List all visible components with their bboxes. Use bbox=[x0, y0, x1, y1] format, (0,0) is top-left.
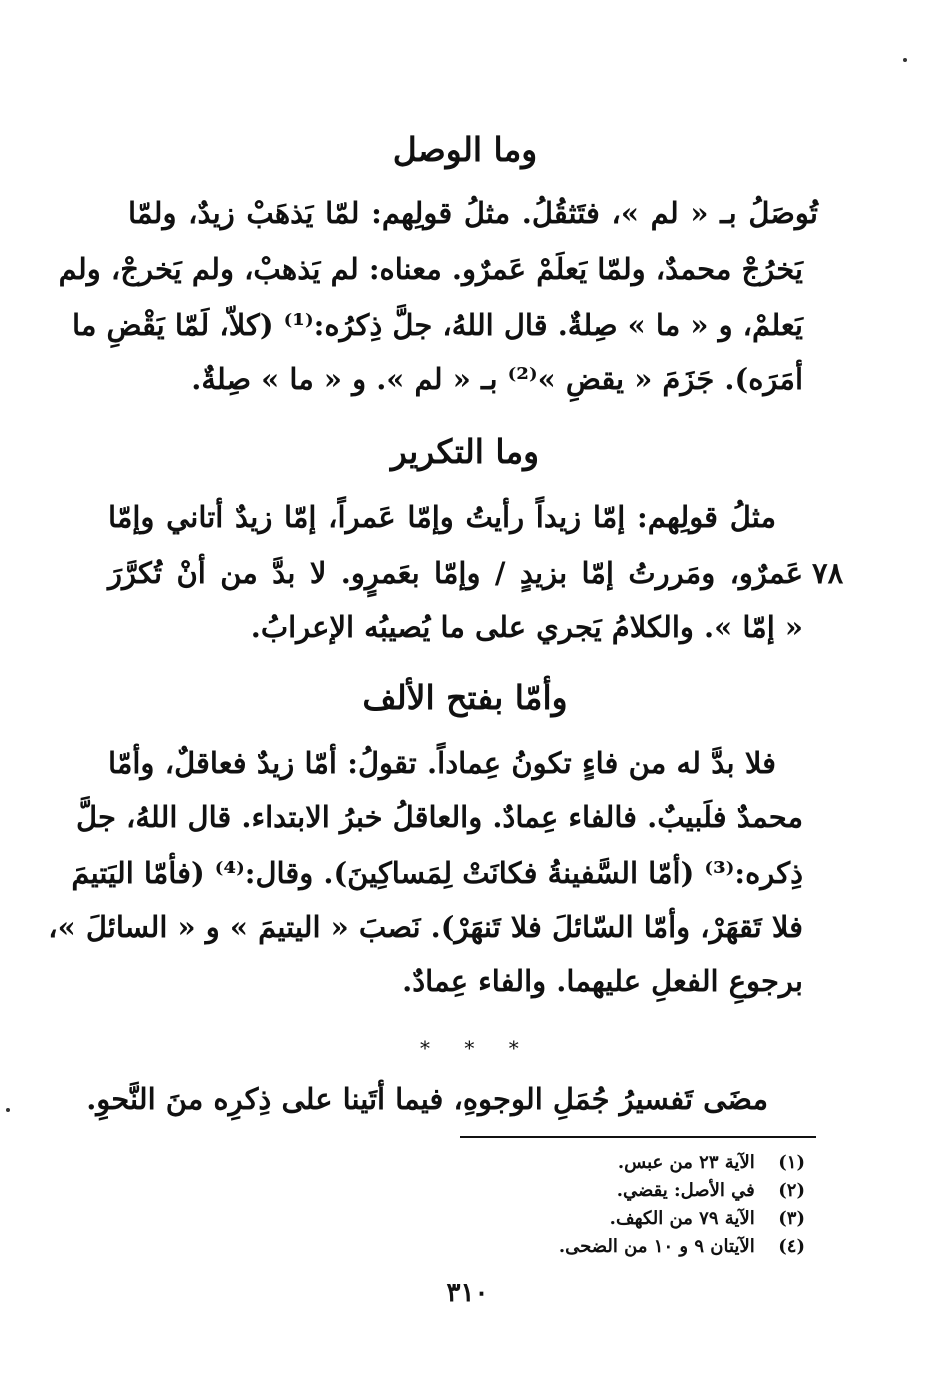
footnote-number: (١) bbox=[778, 1152, 805, 1173]
section-heading-takrir: وما التكرير bbox=[390, 432, 540, 471]
footnote-text: الآيتان ٩ و ١٠ من الضحى. bbox=[558, 1236, 755, 1257]
scan-speck bbox=[6, 1108, 10, 1112]
footnote-separator bbox=[460, 1136, 816, 1138]
closing-line: مضَى تَفسيرُ جُمَلِ الوجوهِ، فيما أتَينا على ذِكرِه منَ النَّحوِ. bbox=[86, 1082, 768, 1116]
footnote-text: الآية ٧٩ من الكهف. bbox=[609, 1208, 755, 1229]
text-line: يَخرُجْ محمدٌ، ولمّا يَعلَمْ عَمرٌو. معناه: لم يَذهبْ، ولم يَخرجْ، ولم bbox=[58, 252, 803, 286]
footnote-text: الآية ٢٣ من عبس. bbox=[617, 1152, 755, 1173]
text-line: أمَرَه). جَزَمَ « يقضِ »⁽²⁾ بـ « لم ». و « ما » صِلةٌ. bbox=[191, 362, 803, 396]
footnote-3 bbox=[610, 1208, 805, 1229]
footnote-number: (٣) bbox=[778, 1208, 805, 1229]
text-line: تُوصَلُ بـ « لم »، فتَثقُلُ. مثلُ قولِهم: لمّا يَذهَبْ زيدٌ، ولمّا bbox=[128, 196, 818, 230]
text-line: برجوعِ الفعلِ عليهما. والفاء عِمادٌ. bbox=[402, 964, 803, 998]
text-line: فلا بدَّ له من فاءٍ تكونُ عِماداً. تقولُ: أمّا زيدٌ فعاقلٌ، وأمّا bbox=[108, 746, 776, 780]
footnote-text: في الأصل: يقضي. bbox=[616, 1180, 755, 1201]
footnote-number: (٢) bbox=[778, 1180, 805, 1201]
footnote-4 bbox=[559, 1236, 805, 1257]
margin-page-marker: ٧٨ bbox=[812, 556, 844, 590]
footnote-number: (٤) bbox=[778, 1236, 805, 1257]
scan-speck bbox=[903, 58, 907, 62]
text-line: يَعلمْ، و « ما » صِلةٌ. قال اللهُ، جلَّ ذِكرُه:⁽¹⁾ (كلاّ، لَمّا يَقْضِ ما bbox=[72, 308, 803, 342]
text-line: « إمّا ». والكلامُ يَجري على ما يُصيبُه الإعرابُ. bbox=[250, 610, 803, 644]
text-line: عَمرٌو، ومَررتُ إمّا بزيدٍ / وإمّا بعَمرٍو. لا بدَّ من أنْ تُكرَّرَ bbox=[108, 556, 803, 590]
footnote-2 bbox=[617, 1180, 805, 1201]
text-line: فلا تَقهَرْ، وأمّا السّائلَ فلا تَنهَرْ). نَصبَ « اليتيمَ » و « السائلَ »، bbox=[48, 910, 803, 944]
section-heading-amma: وأمّا بفتح الألف bbox=[362, 678, 568, 717]
text-line: محمدٌ فلَبيبٌ. فالفاء عِمادٌ. والعاقلُ خبرُ الابتداء. قال اللهُ، جلَّ bbox=[76, 800, 803, 834]
text-line: ذِكره:⁽³⁾ (أمّا السَّفينةُ فكانَتْ لِمَساكِينَ). وقال:⁽⁴⁾ (فأمّا اليَتيمَ bbox=[71, 856, 803, 890]
separator-stars: * * * bbox=[420, 1036, 533, 1060]
page-number: ٣١٠ bbox=[446, 1278, 489, 1308]
section-heading-wasl: وما الوصل bbox=[392, 130, 538, 169]
footnote-1 bbox=[618, 1152, 805, 1173]
text-line: مثلُ قولِهم: إمّا زيداً رأيتُ وإمّا عَمراً، إمّا زيدٌ أتاني وإمّا bbox=[108, 500, 776, 534]
